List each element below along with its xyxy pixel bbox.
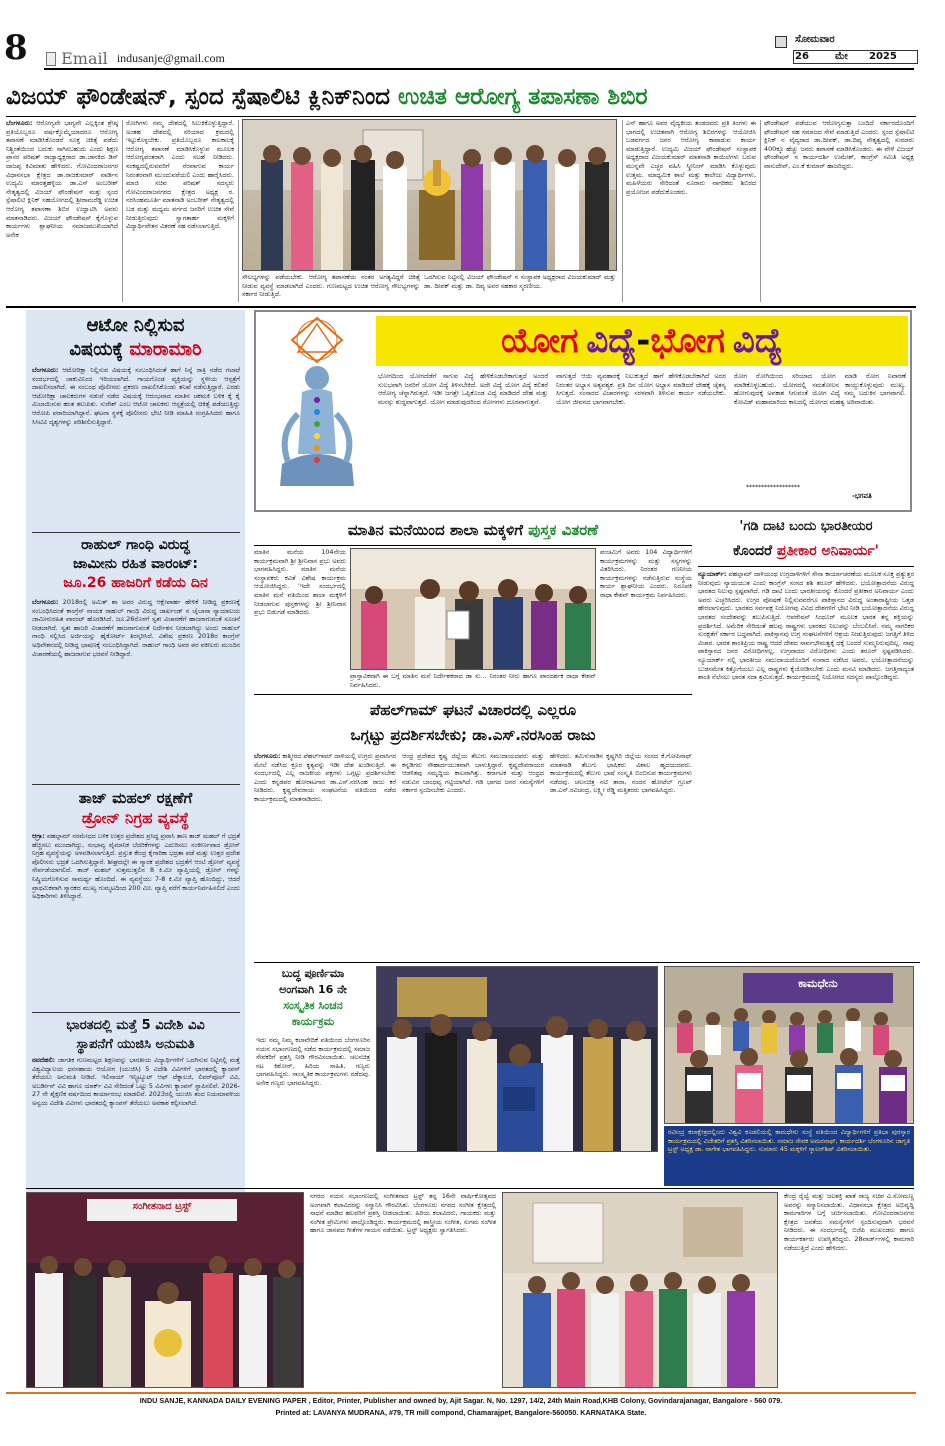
email-block (46, 48, 225, 66)
date-day: 26 (795, 51, 809, 62)
auto-headline: ಆಟೋ ನಿಲ್ಲಿಸುವ ವಿಷಯಕ್ಕೆ ಮಾರಾಮಾರಿ (69, 315, 202, 360)
rahul-body: ಬೆಂಗಳೂರು: 2018ರಲ್ಲಿ ಅಮಿತ್ ಶಾ ಅವರ ವಿರುದ್ಧ ಆಕ್ಷೇಪಾರ್ಹ ಹೇಳಿಕೆ ನೀಡಿದ್ದ ಪ್ರಕರಣಕ್ಕೆ ಸಂಬಂಧಿಸಿದಂತೆ ಕಾಂಗ್ರೆಸ್ ನಾಯಕ ರಾಹುಲ್ ಗಾಂಧಿ ವಿರುದ್ಧ ಜಾರ್ಖಂಡ್ ನ ಚೈಬಾಸಾ ನ್ಯಾಯಾಲಯ ಜಾಮೀನುರಹಿತ ವಾರಂಟ್ ಹೊರಡಿಸಿದೆ. ಜೂ.26ರೊಳಗೆ ಸ್ವತಃ ವಿಚಾರಣೆಗೆ ಹಾಜರಾಗುವಂತೆ ಸೂಚನೆ ನೀಡಲಾಗಿದೆ. ಸ್ವತಃ ಹಾಜರಿ ವಿಚಾರಣೆಗೆ ಹಾಜರಾಗುವಂತೆ ನಿರ್ದೇಶನ ನೀಡಲಾಗಿದ್ದು ಅಂದು ರಾಹುಲ್ ಗಾಂಧಿ ಸಲ್ಲಿಸಿದ ಅರ್ಜಿಯನ್ನು ಹೈಕೋರ್ಟ್ ತಿರಸ್ಕರಿಸಿದೆ. ವಿಶೇಷ ಪ್ರಕರಣ 2018ರ ಕಾಂಗ್ರೆಸ್ ಅಧಿವೇಶನದಲ್ಲಿ ನೀಡಿದ್ದ ಭಾಷಣಕ್ಕೆ ಸಂಬಂಧಿಸಿದ್ದಾಗಿದೆ. ರಾಹುಲ್ ಗಾಂಧಿ ಅವರ ಪರ ವಕೀಲರು ಮುಂದಿನ ವಿಚಾರಣೆಯಲ್ಲಿ ಹಾಜರಾಗುವ ಭರವಸೆ ನೀಡಿದ್ದಾರೆ. (32, 598, 240, 658)
border-headline: 'ಗಡಿ ದಾಟಿ ಬಂದು ಭಾರತೀಯರ ಕೊಂದರೆ ಪ್ರತೀಕಾರ ಅನಿವಾರ್ಯ' (733, 519, 879, 559)
taj-headline-red: ಡ್ರೋನ್ ನಿಗ್ರಹ ವ್ಯವಸ್ಥೆ (81, 809, 190, 827)
kamadhenu-caption: ರವೀಂದ್ರ ಕಲಾಕ್ಷೇತ್ರದಲ್ಲಿಂದು ವಿಶ್ವವಿ ಕೂಡಲಿಯಲ್ಲಿ ಕಾಮಧೇನು ಸಂಸ್ಥೆ ವತಿಯಿಂದ ವಿದ್ಯಾರ್ಥಿಗಳಿಗೆ ಪ್ರತಿಭಾ ಪುರಸ್ಕಾರ ಕಾರ್ಯಕ್ರಮದಲ್ಲಿ ವಿಜೇತರಿಗೆ ಪ್ರಶಸ್ತಿ ವಿತರಿಸಲಾಯಿತು. ಸಮಾಜ ಸೇವಕ ಅಮರನಾಥ್, ಕಾರ್ಯದರ್ಶಿ ಬೆಂಗಳೂರಿನ ಜಾಗೃತಿ ಟ್ರಸ್ಟ್ ಅಧ್ಯಕ್ಷ ಡಾ. ನಾಗೇಶ ಭಾಗವಹಿಸಿದ್ದರು. ಸುಮಾರು 45 ಮಕ್ಕಳಿಗೆ ಸ್ಕಾಲರ್‌ಶಿಪ್ ವಿತರಿಸಲಾಯಿತು. (668, 1128, 910, 1154)
sangeetha-photo (26, 1192, 304, 1388)
border-headline-red: ಪ್ರತೀಕಾರ ಅನಿವಾರ್ಯ' (776, 543, 879, 559)
buddha-photo (376, 966, 658, 1152)
calendar-icon (775, 36, 787, 48)
rahul-headline-red: ಜೂ.26 ಹಾಜರಿಗೆ ಕಡೆಯ ದಿನ (63, 575, 208, 591)
date-box (775, 34, 920, 66)
rahul-headline: ರಾಹುಲ್ ಗಾಂಧಿ ವಿರುದ್ಧ ಜಾಮೀನು ರಹಿತ ವಾರಂಟ್: ಜೂ.26 ಹಾಜರಿಗೆ ಕಡೆಯ ದಿನ (26, 536, 245, 593)
books-col1: ಮಾತಿನ ಮನೆಯ 104ನೇಯ ಕಾರ್ಯಕ್ರಮವಾಗಿ ಶ್ರೀ ಶ್ರೀನಿವಾಸ ಪ್ರಭು ಅವರು ಭಾಗವಹಿಸಿದ್ದರು. ಮಾತಿನ ಮನೆಯ ಸಂಸ್ಥಾಪಕರು ಕವಿತೆ ವಿಶೇಷ ಕಾರ್ಯಕ್ರಮ ಆಯೋಜಿಸಿದ್ದರು. 'ಇದೇ ಸಂದರ್ಭದಲ್ಲಿ ಮಾತಿನ ಮನೆ ವತಿಯಿಂದ ಶಾಲಾ ಮಕ್ಕಳಿಗೆ ನೀಡಲಾಗುವ ಪುಸ್ತಕಗಳನ್ನು ಶ್ರೀ ಶ್ರೀನಿವಾಸ ಪ್ರಭು ಬಿಡುಗಡೆ ಮಾಡಿದರು. (254, 548, 346, 617)
pahalgam-headline: ಪೆಹಲ್‌ಗಾಮ್ ಘಟನೆ ವಿಚಾರದಲ್ಲಿ ಎಲ್ಲರೂ ಒಗ್ಗಟ್ಟು ಪ್ರದರ್ಶಿಸಬೇಕು; ಡಾ.ಎಸ್.ನರಸಿಂಹ ರಾಜು (350, 701, 596, 744)
article1-col4: ಒದಗಿಸುವ ನಿಟ್ಟಿನಲ್ಲಿ ವಿಜಯ್ ಫೌಂಡೇಷನ್ ನ ಸಂಸ್ಥಾಪಕ ಅಧ್ಯಕ್ಷರಾದ ವಿಜಯಕುಮಾರ್ ಮತ್ತು ಡಾ. ದೀಪಕ್ ಮತ್ತು ಡಾ. ದಿವ್ಯ ಅವರ ಸಹಕಾರ ಸ್ಮರಣೀಯ. (424, 273, 616, 290)
books-photo-illustration (351, 549, 596, 670)
ugc-body: ನವದೆಹಲಿ: ಜಾಗತಿಕ ಗುಣಮಟ್ಟದ ಶಿಕ್ಷಣವನ್ನು ಭಾರತೀಯ ವಿದ್ಯಾರ್ಥಿಗಳಿಗೆ ಒದಗಿಸುವ ನಿಟ್ಟಿನಲ್ಲಿ ಮತ್ತೆ ವಿಶ್ವವಿದ್ಯಾಲಯ ಧನಸಹಾಯ ಆಯೋಗ (ಯುಜಿಸಿ) 5 ವಿದೇಶಿ ವಿವಿಗಳಿಗೆ ಭಾರತದಲ್ಲಿ ಕ್ಯಾಂಪಸ್ ತೆರೆಯಲು ಅನುಮತಿ ನೀಡಿದೆ. ಇಲಿನಾಯ್ ಇನ್ಸ್ಟಿಟ್ಯೂಟ್ ಆಫ್ ಟೆಕ್ನಾಲಜಿ, ಲಿವರ್‌ಪೂಲ್ ವಿವಿ, ಅಬರ್ಡೀನ್ ವಿವಿ ಹಾಗೂ ಯಾರ್ಕ್ ವಿವಿ ಸೇರಿದಂತೆ ಒಟ್ಟು 5 ವಿವಿಗಳು ಕ್ಯಾಂಪಸ್ ಸ್ಥಾಪಿಸಲಿವೆ. 2026-27 ನೇ ಶೈಕ್ಷಣಿಕ ವರ್ಷದಿಂದ ಕಾರ್ಯಾರಂಭ ಮಾಡಲಿವೆ. 2023ರಲ್ಲಿ ಯುಜಿಸಿ ತಂದ ನಿಯಮಾವಳಿಯ ಅನ್ವಯ ವಿದೇಶಿ ವಿವಿಗಳು ಭಾರತದಲ್ಲಿ ಕ್ಯಾಂಪಸ್ ತೆರೆಯಲು ಅವಕಾಶ ಕಲ್ಪಿಸಲಾಗಿದೆ. (32, 1056, 240, 1107)
yoga-col3: ರೋಗ ರೋಗಿಯಿಂದ ಸರಿಯಾದ ಯೋಗ ಮಾಡಿ ರೋಗ ನಿವಾರಣೆ ಮಾಡಿಕೊಳ್ಳಬಹುದು. ಯೋಗದಲ್ಲಿ ಸಮತೋಲನ ಕಾಯ್ದುಕೊಳ್ಳುವುದು ಮುಖ್ಯ. ಹೋಗುವುದಕ್ಕೆ ಅವಕಾಶ ಸಿಗುವಂತೆ ಯೋಗ ವಿದ್ಯೆ ನಮ್ಮ ಬದುಕಿನ ಭಾಗವಾಗಲಿ. ಕೋವಿಡ್ ಮಹಾಮಾರಿಯ ಕಾಲದಲ್ಲಿ ಯೋಗದ ಮಹತ್ವ ಅರಿವಾಯಿತು. (734, 372, 906, 406)
article1-headline (6, 80, 936, 114)
article1-headline-green: ಉಚಿತ ಆರೋಗ್ಯ ತಪಾಸಣಾ ಶಿಬಿರ (398, 84, 648, 110)
article1-col2: ರೋಗಿಗಳು ನಮ್ಮ ದೇಶದಲ್ಲಿ ಸಿಲುಕಿಕೊಳ್ಳುತ್ತಿದ್ದಾರೆ. ಅಂತಹ ದೇಶದಲ್ಲಿ ಸರಿಯಾದ ಕ್ರಮದಲ್ಲಿ ಇಟ್ಟುಕೊಳ್ಳಬೇಕು. ಪ್ರತಿಯೊಬ್ಬರೂ ಕಾಲಕಾಲಕ್ಕೆ ಆರೋಗ್ಯ ತಪಾಸಣೆ ಮಾಡಿಸಿಕೊಳ್ಳುವ ಮೂಲಕ ಆರೋಗ್ಯವಂತರಾಗಿ ಎಂದು ಸಲಹೆ ನೀಡಿದರು. ಸಂಕಷ್ಟದಲ್ಲಿರುವವರಿಗೆ ನೆರವಾಗುವ ಕಾರ್ಯ ನಿರಂತರವಾಗಿ ಮುಂದುವರೆಯಲಿ ಎಂದು ಹಾರೈಸಿದರು. ಮಾಜಿ ಸಚಿವ ಪರಿಷತ್ ಸದಸ್ಯರು ಗೋವಿಂದರಾಜನಗರದ ಕ್ಷೇತ್ರದ ಅಧ್ಯಕ್ಷ ರ. ನರಸಿಂಹಮೂರ್ತಿ ಮಾತನಾಡಿ ಅಂಬರೀಶ್ ನೇತೃತ್ವದಲ್ಲಿ ಬಡ ಮತ್ತು ಮಧ್ಯಮ ವರ್ಗದ ಜನರಿಗೆ ಉಚಿತ ಸೇವೆ ನೀಡುತ್ತಿರುವುದು ಸ್ವಾಗತಾರ್ಹ ಮಕ್ಕಳಿಗೆ ವಿದ್ಯಾರ್ಥಿವೇತನ ವಿತರಣೆ ಸಹ ನಡೆಸಲಾಗುತ್ತಿದೆ. (126, 119, 234, 231)
article1-col1: ಬೆಂಗಳೂರು: ಆರೋಗ್ಯವೇ ಭಾಗ್ಯವೇ ಎಲ್ಲಕ್ಕಿಂತ ಶ್ರೇಷ್ಠ ಪ್ರತಿಯೊಬ್ಬರೂ ವರ್ಷಕ್ಕೊಮ್ಮೆಯಾದರೂ ಆರೋಗ್ಯ ತಪಾಸಣೆ ಮಾಡಿಸಿಕೊಂಡರೆ ಸೂಕ್ತ ಚಿಕಿತ್ಸೆ ಪಡೆದು ನಿಶ್ಚಿಂತೆಯಿಂದ ಬದುಕು ಸಾಗಿಸಬಹುದು ಎಂದು ಶಿಕ್ಷಣ ಪ್ರಾಸರ ಪರಿಷತ್ ರಾಜ್ಯಾಧ್ಯಕ್ಷರಾದ ಡಾ.ಜಾನಕಿದ ಡಿಸ್ ದಾಜಪ್ಪ ಕಿವಿಮಾತು ಹೇಳಿದರು. ಗೋವಿಂದರಾಜನಗರ ವಿಧಾನಸಭಾ ಕ್ಷೇತ್ರದ ಡಾ.ರಾಜಕುಮಾರ್ ವಾರ್ಡಿನ ಉದ್ಯಮಿ ಮಾರತ್ತಹಳ್ಳಿಯ ಡಾ.ಎಸ್ ಅಂಬರೀಶ್ ನೇತೃತ್ವದಲ್ಲಿ ವಿಜಯ್ ಫೌಂಡೇಷನ್ ಮತ್ತು ಸ್ಪಂದ ಸ್ಪೆಷಾಲಿಟಿ ಕ್ಲಿನಿಕ್ ಸಹಯೋಗದಲ್ಲಿ ಶ್ರೀರಾಮರೆಡ್ಡಿ ಉಚಿತ ಆರೋಗ್ಯ ತಪಾಸಣಾ ಶಿಬಿರ ಉದ್ಘಾಟಿಸಿ ಅವರು ಮಾತನಾಡಿದರು. ವಿಜಯ್ ಫೌಂಡೇಷನ್ ಕೈಗೊಳ್ಳುವ ಕಾರ್ಯಗಳು ಶ್ಲಾಘನೀಯ ಸಮಾಜಮುಖಿಯಾಗಿದೆ ಅನೇಕ (6, 119, 118, 239)
article1-col3: ಸೌಲಭ್ಯಗಳನ್ನು ಪಡೆಯಬೇಕು. ಆರೋಗ್ಯ ತಪಾಸಣೆಯ ನಂತರ ಅಗತ್ಯವಿದ್ದರೆ ಚಿಕಿತ್ಸೆ ನೀಡುವ ವ್ಯವಸ್ಥೆ ಮಾಡಲಾಗಿದೆ ಎಂದರು. ಗುಣಮಟ್ಟದ ಉಚಿತ ಆರೋಗ್ಯ ಸೌಲಭ್ಯಗಳನ್ನು ಸರ್ಕಾರ ನೀಡುತ್ತಿದೆ. (242, 273, 420, 299)
article1-col5: ಎನ್ ಹಾಗೂ ಅವರ ವೈದ್ಯಕೀಯ ತಂಡದವರು ಪ್ರತಿ ತಿಂಗಳು ಈ ಭಾಗದಲ್ಲಿ ಉಚಿತವಾಗಿ ಆರೋಗ್ಯ ಶಿಬಿರಗಳನ್ನು ಆಯೋಜಿಸಿ ಬಡವರ್ಗದ ಜನರ ಆರೋಗ್ಯ ಕಾಪಾಡುವ ಕಾರ್ಯ ಮಾಡುತ್ತಿದ್ದಾರೆ. ಉದ್ಯಮಿ ವಿಜಯ್ ಫೌಂಡೇಷನ್ ಸಂಸ್ಥಾಪಕ ಅಧ್ಯಕ್ಷರಾದ ವಿಜಯಕುಮಾರ್ ಮಾತನಾಡಿ ಕಾಯಿಲೆಗಳು ಬರುವ ಮುನ್ನವೇ ಎಚ್ಚರ ವಹಿಸಿ ಸ್ಕ್ರೀನಿಂಗ್ ಮಾಡಿಸಿ ಕೊಳ್ಳುವುದು ಉತ್ತಮ. ಮಾಧ್ಯಮಿಕ ಶಾಲೆ ಮತ್ತು ಕಾಲೇಜು ವಿದ್ಯಾರ್ಥಿಗಳು, ಮಹಿಳೆಯರು ಸೇರಿದಂತೆ ನೂರಾರು ನಾಗರಿಕರು ಶಿಬಿರದ ಪ್ರಯೋಜನ ಪಡೆದುಕೊಂಡರು. (626, 119, 756, 196)
auto-headline-red: ಮಾರಾಮಾರಿ (129, 339, 202, 360)
yoga-title: ಯೋಗ ವಿದ್ಯೆ-ಭೋಗ ವಿದ್ಯೆ (501, 321, 783, 361)
article1-photo-illustration (243, 120, 617, 271)
yoga-box (254, 310, 912, 512)
yoga-meditation-illustration (262, 314, 372, 512)
sangeetha-photo-illustration (27, 1193, 304, 1388)
taj-headline: ತಾಜ್ ಮಹಲ್ ರಕ್ಷಣೆಗೆ ಡ್ರೋನ್ ನಿಗ್ರಹ ವ್ಯವಸ್ಥೆ (26, 788, 245, 828)
right-bottom-body: ಕೇಂದ್ರ ರೈಲ್ವೆ ಮತ್ತು ಜಲಶಕ್ತಿ ಖಾತೆ ರಾಜ್ಯ ಸಚಿವ ವಿ.ಸೋಮಣ್ಣ ಅವರನ್ನು ಸನ್ಮಾನಿಸಲಾಯಿತು. ವಿಧಾನಸಭಾ ಕ್ಷೇತ್ರದ ಅಭಿವೃದ್ಧಿ ಕಾಮಗಾರಿಗಳ ಬಗ್ಗೆ ಚರ್ಚಿಸಲಾಯಿತು. ಗೋವಿಂದರಾಜನಗರ ಕ್ಷೇತ್ರದ ಜನತೆಯ ಸಮಸ್ಯೆಗಳಿಗೆ ಸ್ಪಂದಿಸುವುದಾಗಿ ಭರವಸೆ ನೀಡಿದರು. ಈ ಸಂದರ್ಭದಲ್ಲಿ ಬಿಜೆಪಿ ಮುಖಂಡರು ಹಾಗೂ ಕಾರ್ಯಕರ್ತರು ಉಪಸ್ಥಿತರಿದ್ದರು. 28ವಾರ್ಡ್‌ಗಳಲ್ಲಿ ಕಾಮಗಾರಿ ನಡೆಯುತ್ತಿದೆ ಎಂದು ಹೇಳಿದರು. (784, 1192, 914, 1252)
sangeetha-banner: ಸಂಗೀತನಾದ ಟ್ರಸ್ಟ್ (132, 1201, 192, 1212)
buddha-photo-illustration (377, 967, 658, 1152)
buddha-headline: ಬುದ್ಧ ಪೂರ್ಣಿಮಾ ಅಂಗವಾಗಿ 16 ನೇ ಸಂಸ್ಕೃತಿಕ ಸಿಂಚನ ಕಾರ್ಯಕ್ರಮ (279, 967, 347, 1028)
email-address[interactable]: indusanje@gmail.com (116, 51, 225, 65)
article1-headline-black: ವಿಜಯ್ ಫೌಂಡೇಷನ್, ಸ್ಪಂದ ಸ್ಪೆಷಾಲಿಟಿ ಕ್ಲಿನಿಕ್‌ನಿಂದ (6, 84, 390, 110)
pahalgam-col1: ಬೆಂಗಳೂರು: ಕಾಶ್ಮೀರದ ಪೆಹಲ್‌ಗಾಮ್ ದಾಳಿಯಲ್ಲಿ ಉಗ್ರರು ಪ್ರವಾಸಿಗರ ಮೇಲೆ ನಡೆಸಿದ ಕ್ರೂರ ಕೃತ್ಯವನ್ನು ಇಡೀ ದೇಶ ಖಂಡಿಸುತ್ತಿದೆ. ಈ ಸಂದರ್ಭದಲ್ಲಿ ಎಲ್ಲ ರಾಜಕೀಯ ಪಕ್ಷಗಳು ಒಗ್ಗಟ್ಟು ಪ್ರದರ್ಶಿಸಬೇಕು ಎಂದು ಕನ್ನಡಪರ ಹೋರಾಟಗಾರ ಡಾ.ಎಸ್.ನರಸಿಂಹ ರಾಜು ಕರೆ ನೀಡಿದರು. ಕೃಷ್ಣದೇವರಾಯ ಸಂಘಟನೆಯ ವತಿಯಿಂದ ನಡೆದ ಕಾರ್ಯಕ್ರಮದಲ್ಲಿ ಮಾತನಾಡಿದರು. (254, 752, 396, 803)
pahalgam-col2: ಆಂಧ್ರ ಪ್ರದೇಶದ ಕೃಷ್ಣ ಜಿಲ್ಲೆಯ ತೆಲುಗು ಸಮುದಾಯದವರು ಮತ್ತು ಕನ್ನಡಿಗರು ಸೌಹಾರ್ದಯುತವಾಗಿ ಬಾಳುತ್ತಿದ್ದಾರೆ. ಕೃಷ್ಣದೇವರಾಯರ ಆಡಳಿತವು ಸಮೃದ್ಧಿಯ ಕಾಲವಾಗಿತ್ತು. ಕರ್ನಾಟಕ ಮತ್ತು ಆಂಧ್ರದ ನಡುವಿನ ಬಾಂಧವ್ಯ ಗಟ್ಟಿಯಾಗಿದೆ. ಗಡಿ ಭಾಗದ ಜನರ ಸಮಸ್ಯೆಗಳಿಗೆ ಸರ್ಕಾರ ಸ್ಪಂದಿಸಬೇಕು ಎಂದರು. (402, 752, 544, 795)
books-photo (350, 548, 596, 670)
article1-photo (242, 119, 617, 271)
page-number: 8 (4, 28, 28, 68)
date-year: 2025 (869, 51, 897, 62)
pahalgam-col3: ಹೇಳಿದರು. ತಮಿಳುನಾಡಿನ ಕೃಷ್ಣಗಿರಿ ಜಿಲ್ಲೆಯ ಸಂಸದ ಕೆ.ಗೋಪಿನಾಥ್ ಮಾತನಾಡಿ ತೆಲುಗು ಭಾಷಿಕರು ವಿಶಾಲ ಹೃದಯದವರು. ಕಾರ್ಯಕ್ರಮದಲ್ಲಿ ತೆಲುಗು ಭಾಷೆ ಸಂಸ್ಕೃತಿ ಬಿಂಬಿಸುವ ಕಾರ್ಯಕ್ರಮಗಳು ನಡೆದವು. ಚಲನಚಿತ್ರ ನಟಿ ತಾರಾ, ನಂದನ ಹೋಟೆಲ್ ಗ್ರೂಪ್ ಡಾ.ಎನ್.ರವಿಚಂದ್ರ, ಲಕ್ಷ್ಮೀ ರೆಡ್ಡಿ ಮತ್ತಿತರರು ಭಾಗವಹಿಸಿದ್ದರು. (550, 752, 692, 795)
footer-line1: INDU SANJE, KANNADA DAILY EVENING PAPER , Editor, Printer, Publisher and owned by, Ajit Sagar. N, No. 1297, 14/2, 24th Main Road,KHB Colony, Govindarajanagar, Bangalore - 560 079. (139, 1396, 783, 1405)
article1-dateline: ಬೆಂಗಳೂರು: (6, 119, 33, 127)
ugc-headline: ಭಾರತದಲ್ಲಿ ಮತ್ತೆ 5 ವಿದೇಶಿ ವಿವಿ ಸ್ಥಾಪನೆಗೆ ಯುಜಿಸಿ ಅನುಮತಿ (66, 1018, 205, 1052)
yoga-byline: -ಭಗವತಿ (852, 492, 872, 500)
books-headline: ಮಾತಿನ ಮನೆಯಿಂದ ಶಾಲಾ ಮಕ್ಕಳಿಗೆ ಪುಸ್ತಕ ವಿತರಣೆ (347, 521, 599, 539)
article1-col6: ಫೌಂಡೇಷನ್ ಪಡೆಯುವ ಆರೋಗ್ಯಸುತ್ತಾ ಬಂದಿದೆ ಸರ್ಕಾರದೊಂದಿಗೆ ಫೌಂಡೇಷನ್ ಸಹ ಸಮಾಜದ ಸೇವೆ ಮಾಡುತ್ತಿದೆ ಎಂದರು. ಸ್ಪಂದ ಸ್ಪೆಷಾಲಿಟಿ ಕ್ಲಿನಿಕ್ ನ ವೈದ್ಯರಾದ ಡಾ.ದೀಪಕ್, ಡಾ.ದಿವ್ಯ ನೇತೃತ್ವದಲ್ಲಿ ಸುಮಾರು 400ಕ್ಕೂ ಹೆಚ್ಚು ಜನರು ತಪಾಸಣೆ ಮಾಡಿಸಿಕೊಂಡರು. ಈ ವೇಳೆ ವಿಜಯ್ ಫೌಂಡೇಷನ್ ನ ಕಾರ್ಯದರ್ಶಿ ಉಮೇಶ್, ಕಾಂಗ್ರೆಸ್ ಸಮಿತಿ ಅಧ್ಯಕ್ಷ ವಾಸುದೇವ್, ಎಂ.ಕೆ ಕುಮಾರ್ ಹಾಜರಿದ್ದರು. (764, 119, 914, 170)
felicitation-photo (502, 1192, 778, 1388)
header-rule (44, 68, 914, 70)
kamadhenu-photo (664, 966, 914, 1124)
day-label: ಸೋಮವಾರ (795, 34, 835, 45)
email-label: Email (61, 49, 108, 68)
yoga-stars: ****************** (746, 484, 800, 491)
sangeetha-body: ನಗರದ ನಯನ ಸಭಾಂಗಣದಲ್ಲಿ ಸಂಗೀತನಾದ ಟ್ರಸ್ಟ್ ತನ್ನ 16ನೇ ವಾರ್ಷಿಕೋತ್ಸವದ ಅಂಗವಾಗಿ ಕಲಾವಿದರನ್ನು ಸನ್ಮಾನಿಸಿ ಗೌರವಿಸಿತು. ಬೆಂಗಳೂರು ನಗರದ ಸಂಗೀತ ಕ್ಷೇತ್ರದಲ್ಲಿ ಸಾಧನೆ ಮಾಡಿದ ಹಲವರಿಗೆ ಪ್ರಶಸ್ತಿ ನೀಡಲಾಯಿತು. ಹಿರಿಯ ಕಲಾವಿದರು, ಗಾಯಕರು ಮತ್ತು ಸಂಗೀತ ಪ್ರೇಮಿಗಳು ಪಾಲ್ಗೊಂಡಿದ್ದರು. ಕಾರ್ಯಕ್ರಮದಲ್ಲಿ ಶಾಸ್ತ್ರೀಯ ಸಂಗೀತ, ಸುಗಮ ಸಂಗೀತ ಹಾಗೂ ಜಾನಪದ ಗೀತೆಗಳ ಗಾಯನ ನಡೆಯಿತು. ಟ್ರಸ್ಟ್ ಅಧ್ಯಕ್ಷರು ಸ್ವಾಗತಿಸಿದರು. (310, 1192, 496, 1235)
footer-line2: Printed at: LAVANYA MUDRANA, #79, TR mill compond, Chamarajpet, Bangalore-560050. KARNATAKA State. (275, 1408, 647, 1417)
border-body: ನ್ಯೂಯಾರ್ಕ್: ಪಹಲ್ಗಾಮ್ ದಾಳಿಯಂಥ ಉಗ್ರದಾಳಿಗಳಿಗೆ ಸೇನಾ ಕಾರ್ಯಾಚರಣೆಯ ಮೂಲಕ ಸೂಕ್ತ ಪ್ರತ್ಯುತ್ತರ ನೀಡುವುದು ನ್ಯಾಯಯುತ ಎಂದು ಕಾಂಗ್ರೆಸ್ ಸಂಸದ ಶಶಿ ತರೂರ್ ಹೇಳಿದರು. ಭಯೋತ್ಪಾದನೆಯ ವಿರುದ್ಧ ಭಾರತದ ನಿಲುವು ಸ್ಪಷ್ಟವಾಗಿದೆ. ಗಡಿ ದಾಟಿ ಬಂದು ಭಾರತೀಯರನ್ನು ಕೊಂದರೆ ಪ್ರತೀಕಾರ ಅನಿವಾರ್ಯ ಎಂದು ಅವರು ಎಚ್ಚರಿಸಿದರು. ಉಗ್ರರ ಪೋಷಣೆ ನಿಲ್ಲಿಸುವವರೆಗೂ ಪಾಕಿಸ್ತಾನದ ವಿರುದ್ಧ ಅಂತಾರಾಷ್ಟ್ರೀಯ ಒತ್ತಡ ಹೇರಲಾಗುವುದು. ಭಾರತದ ಸರ್ವಪಕ್ಷ ನಿಯೋಗವು ವಿವಿಧ ದೇಶಗಳಿಗೆ ಭೇಟಿ ನೀಡಿ ಭಯೋತ್ಪಾದನೆಯ ವಿರುದ್ಧ ಭಾರತದ ಸಂದೇಶವನ್ನು ತಲುಪಿಸುತ್ತಿದೆ. ಆಪರೇಷನ್ ಸಿಂಧೂರ್ ಮೂಲಕ ಭಾರತ ತನ್ನ ಶಕ್ತಿಯನ್ನು ಪ್ರದರ್ಶಿಸಿದೆ. ಅಮೆರಿಕ ಸೇರಿದಂತೆ ಹಲವು ರಾಷ್ಟ್ರಗಳು ಭಾರತದ ನಿಲುವನ್ನು ಬೆಂಬಲಿಸಿವೆ. ನಮ್ಮ ನಾಗರಿಕರ ಸುರಕ್ಷತೆಗೆ ಸರ್ಕಾರ ಬದ್ಧವಾಗಿದೆ. ಪಾಕಿಸ್ತಾನವು ಉಗ್ರ ಸಂಘಟನೆಗಳಿಗೆ ಆಶ್ರಯ ನೀಡುತ್ತಿರುವುದು ಜಗತ್ತಿಗೆ ತಿಳಿದ ವಿಚಾರ. ಭಾರತ ಶಾಂತಿಪ್ರಿಯ ರಾಷ್ಟ್ರ ಆದರೆ ದೇಶದ ಸಾರ್ವಭೌಮತ್ವಕ್ಕೆ ಧಕ್ಕೆ ಬಂದರೆ ಸುಮ್ಮನಿರುವುದಿಲ್ಲ. ನಾವು ಪಾಕಿಸ್ತಾನದ ಜನರ ವಿರೋಧಿಗಳಲ್ಲ, ಉಗ್ರವಾದದ ವಿರೋಧಿಗಳು ಎಂದು ತರೂರ್ ಸ್ಪಷ್ಟಪಡಿಸಿದರು. ನ್ಯೂಯಾರ್ಕ್ ನಲ್ಲಿ ಭಾರತೀಯ ಸಮುದಾಯದೊಂದಿಗೆ ಸಂವಾದ ನಡೆಸಿದ ಅವರು, ಭಯೋತ್ಪಾದನೆಯನ್ನು ಬುಡಸಮೇತ ಕಿತ್ತೊಗೆಯಲು ಎಲ್ಲ ರಾಷ್ಟ್ರಗಳು ಕೈಜೋಡಿಸಬೇಕು ಎಂದು ಮನವಿ ಮಾಡಿದರು. ಜಗತ್ತಿನಾದ್ಯಂತ ಶಾಂತಿ ನೆಲೆಸಲು ಭಾರತ ಸದಾ ಶ್ರಮಿಸುತ್ತದೆ. ಕಾರ್ಯಕ್ರಮದಲ್ಲಿ ನಿಯೋಗದ ಸದಸ್ಯರು ಪಾಲ್ಗೊಂಡಿದ್ದರು. (698, 570, 914, 682)
yoga-col1: ಭೋಗದಿಂದ ಯೋಗದೆಡೆಗೆ ಸಾಗುವ ವಿದ್ಯೆ ಹೇಳಿಕೊಡಬೇಕಾಗುತ್ತದೆ ಅಂದರೆ ಸುಲಭವಾಗಿ ಜನರಿಗೆ ಯೋಗ ವಿದ್ಯೆ ತಿಳಿಸಬೇಕಿದೆ. ಅದೇ ವಿದ್ಯೆ ಯೋಗ ವಿದ್ಯೆ ಕಲಿತರೆ ಆರೋಗ್ಯ ಚೆನ್ನಾಗಿರುತ್ತದೆ. ಇಡೀ ಜಗತ್ತೇ ಒಪ್ಪಿಕೊಂಡ ವಿದ್ಯೆ ಮಾಡಿದರೆ ದೇಹ ಮತ್ತು ಮನಸ್ಸು ಶುದ್ಧವಾಗುತ್ತದೆ. ಯೋಗ ಮಾಡುವುದರಿಂದ ರೋಗಗಳು ದೂರವಾಗುತ್ತವೆ. (378, 372, 548, 406)
yoga-col2: ವಾಗುತ್ತದೆ ಆಯಿ ವ್ಯವಹಾರಕ್ಕೆ ನಿಲುಕುತ್ತದೆ ಹಾಗೆ ಹೇಳಿಕೊಡಬೇಕಾಗಿದೆ ಅದರ ನಿರಂತರ ಅಭ್ಯಾಸ ಅತ್ಯವಶ್ಯಕ. ಪ್ರತಿ ದಿನ ಯೋಗ ಅಭ್ಯಾಸ ಮಾಡಿದರೆ ದೇಹಕ್ಕೆ ಚೈತನ್ಯ ಸಿಗುತ್ತದೆ. ಸಂಸಾರದ ವಿಚಾರಗಳನ್ನು ಸರಳವಾಗಿ ತಿಳಿಸುವ ಕಾರ್ಯ ನಡೆಯಬೇಕು. ಯೋಗ ಜೀವನದ ಭಾಗವಾಗಬೇಕು. (556, 372, 726, 406)
books-col2: ಪಂಚಮಿಗೆ ಅವರು 104 ವಿದ್ಯಾರ್ಥಿಗಳಿಗೆ ಕಾರ್ಯಕ್ರಮಗಳನ್ನು ಮತ್ತು ಸಸ್ಯಗಳನ್ನು ವಿತರಿಸಿದರು. ನಿರಂತರ ಗಣನೀಯ ಕಾರ್ಯಕ್ರಮಗಳನ್ನು ನಡೆಸುತ್ತಿರುವ ಸಂಸ್ಥೆಯ ಕಾರ್ಯ ಶ್ಲಾಘನೀಯ ಎಂದರು. ನಿರೂಪಕಿ ರಾಧಾ ಕೇಶವ್ ಕಾರ್ಯಕ್ರಮ ನಿರ್ವಹಿಸಿದರು. (600, 548, 692, 599)
auto-body: ಬೆಂಗಳೂರು: ಆಟೋರಿಕ್ಷಾ ನಿಲ್ಲಿಸುವ ವಿಷಯಕ್ಕೆ ಸಂಬಂಧಿಸಿದಂತೆ ಹಾಗೆ ನಿನ್ನೆ ರಾತ್ರಿ ನಡೆದ ಗಲಾಟೆ ಸಂದರ್ಭದಲ್ಲಿ ಚಾಕುವಿನಿಂದ ಇರಿಯಲಾಗಿದೆ. ಗಾಯಗೊಂಡ ವ್ಯಕ್ತಿಯನ್ನು ಸ್ಥಳೀಯ ಆಸ್ಪತ್ರೆಗೆ ದಾಖಲಿಸಲಾಗಿದೆ. ಈ ಸಂಬಂಧ ಪೊಲೀಸರು ಪ್ರಕರಣ ದಾಖಲಿಸಿಕೊಂಡು ತನಿಖೆ ನಡೆಸುತ್ತಿದ್ದಾರೆ. ಎರಡು ಆಟೋರಿಕ್ಷಾ ಚಾಲಕರುಗಳ ನಡುವೆ ನಡೆದ ವಿಷಯಕ್ಕೆ ಆರಂಭವಾದ ಮಾತಿನ ಚಕಮಕಿ ಬಳಿಕ ಕೈ ಕೈ ಮಿಲಾಯಿಸುವ ಹಂತ ತಲುಪಿತು. ಸುರೇಶ್ ಎಂಬ ಆಟೋ ಚಾಲಕನು ಆಸ್ಪತ್ರೆಯಲ್ಲಿ ಚಿಕಿತ್ಸೆ ಪಡೆಯುತ್ತಿದ್ದು ಆರೋಪಿ ಪರಾರಿಯಾಗಿದ್ದಾನೆ. ಘಟನಾ ಸ್ಥಳಕ್ಕೆ ಪೊಲೀಸರು ಭೇಟಿ ನೀಡಿ ಮಾಹಿತಿ ಸಂಗ್ರಹಿಸಿದರು ಹಾಗೂ ಸಿಸಿಟಿವಿ ದೃಶ್ಯಗಳನ್ನು ಪರಿಶೀಲಿಸುತ್ತಿದ್ದಾರೆ. (32, 366, 240, 426)
buddha-body: ಇದು ನಮ್ಮ ನಿಮ್ಮ ಕಲಾವೇದಿಕೆ ವತಿಯಿಂದ ಬೆಂಗಳೂರಿನ ನಯನ ಸಭಾಂಗಣದಲ್ಲಿ ನಡೆದ ಕಾರ್ಯಕ್ರಮದಲ್ಲಿ ಸಮಾಜ ಸೇವಕರಿಗೆ ಪ್ರಶಸ್ತಿ ನೀಡಿ ಗೌರವಿಸಲಾಯಿತು. ಚಲನಚಿತ್ರ ನಟ ಕಿಶೋರ್, ಹಿರಿಯ ಸಾಹಿತಿ, ಗಣ್ಯರು ಭಾಗವಹಿಸಿದ್ದರು. ಸಾಂಸ್ಕೃತಿಕ ಕಾರ್ಯಕ್ರಮಗಳು ನಡೆದವು. ಅನೇಕ ಗಣ್ಯರು ಭಾಗವಹಿಸಿದ್ದರು. (256, 1036, 370, 1087)
kamadhenu-sign: ಕಾಮಧೇನು (798, 977, 838, 990)
date-month: ಮೇ (835, 51, 848, 62)
taj-body: ಆಗ್ರಾ: ಪಹಲ್ಗಾಮ್ ನರಮೇಧದ ಬಳಿಕ ಉತ್ತರ ಪ್ರದೇಶದ ಪ್ರಸಿದ್ಧ ಪ್ರವಾಸಿ ತಾಣ ತಾಜ್ ಮಹಲ್ ಗೆ ಭದ್ರತೆ ಹೆಚ್ಚಿಸಲು ಮುಂದಾಗಿದ್ದು, ಸಂಭಾವ್ಯ ವೈಮಾನಿಕ ಬೆದರಿಕೆಗಳನ್ನು ಎದುರಿಸಲು ಸಂಕೀರ್ಣವಾದ ಡ್ರೋನ್ ನಿಗ್ರಹ ವ್ಯವಸ್ಥೆಯನ್ನು ಅಳವಡಿಸಲಾಗುತ್ತಿದೆ. ಪ್ರಸ್ತುತ ಕೇಂದ್ರ ಕೈಗಾರಿಕಾ ಭದ್ರತಾ ಪಡೆ ಮತ್ತು ಉತ್ತರ ಪ್ರದೇಶ ಪೊಲೀಸರು ಭದ್ರತೆ ಒದಗಿಸುತ್ತಿದ್ದಾರೆ. ಶೀಘ್ರದಲ್ಲೇ ಈ ಸ್ಮಾರಕ ಪ್ರದೇಶದ ಭದ್ರತೆಗೆ ಆಂಟಿ ಡ್ರೋನ್ ವ್ಯವಸ್ಥೆ ಸೇರ್ಪಡೆಯಾಗಲಿದೆ. ತಾಜ್ ಮಹಲ್ ಸುತ್ತಮುತ್ತಲಿನ 8 ಕಿ.ಮೀ ವ್ಯಾಪ್ತಿಯಲ್ಲಿ ಡ್ರೋನ್ ಗಳನ್ನು ನಿಷ್ಕ್ರಿಯಗೊಳಿಸುವ ಸಾಮರ್ಥ್ಯ ಹೊಂದಿದೆ. ಈ ವ್ಯವಸ್ಥೆಯು 7-8 ಕಿ.ಮೀ ವ್ಯಾಪ್ತಿ ಹೊಂದಿದ್ದು, ಆದರೆ ಪ್ರಾಥಮಿಕವಾಗಿ ಸ್ಮಾರಕದ ಮುಖ್ಯ ಗುಮ್ಮಟದಿಂದ 200 ಮೀ. ವ್ಯಾಪ್ತಿ ವರೆಗೆ ಕಾರ್ಯನಿರ್ವಹಿಸಲಿದೆ ಎಂದು ಅಧಿಕಾರಿಗಳು ತಿಳಿಸಿದ್ದಾರೆ. (32, 832, 240, 901)
books-caption: ಪ್ರಾಸ್ತಾವಿಕವಾಗಿ ಈ ಬಗ್ಗೆ ಮಾತಿನ ಮನೆ ನಿರ್ದೇಶಕರಾದ ಡಾ ಸು... ನಿರಂತರ ನೀರು ಹಾಗೂ ಪಾರದರ್ಶಕ ರಾಧಾ ಕೇಶವ್ ನಿರ್ವಹಿಸಿದರು. (350, 672, 596, 689)
felicitation-photo-illustration (503, 1193, 778, 1388)
email-icon (46, 52, 56, 66)
